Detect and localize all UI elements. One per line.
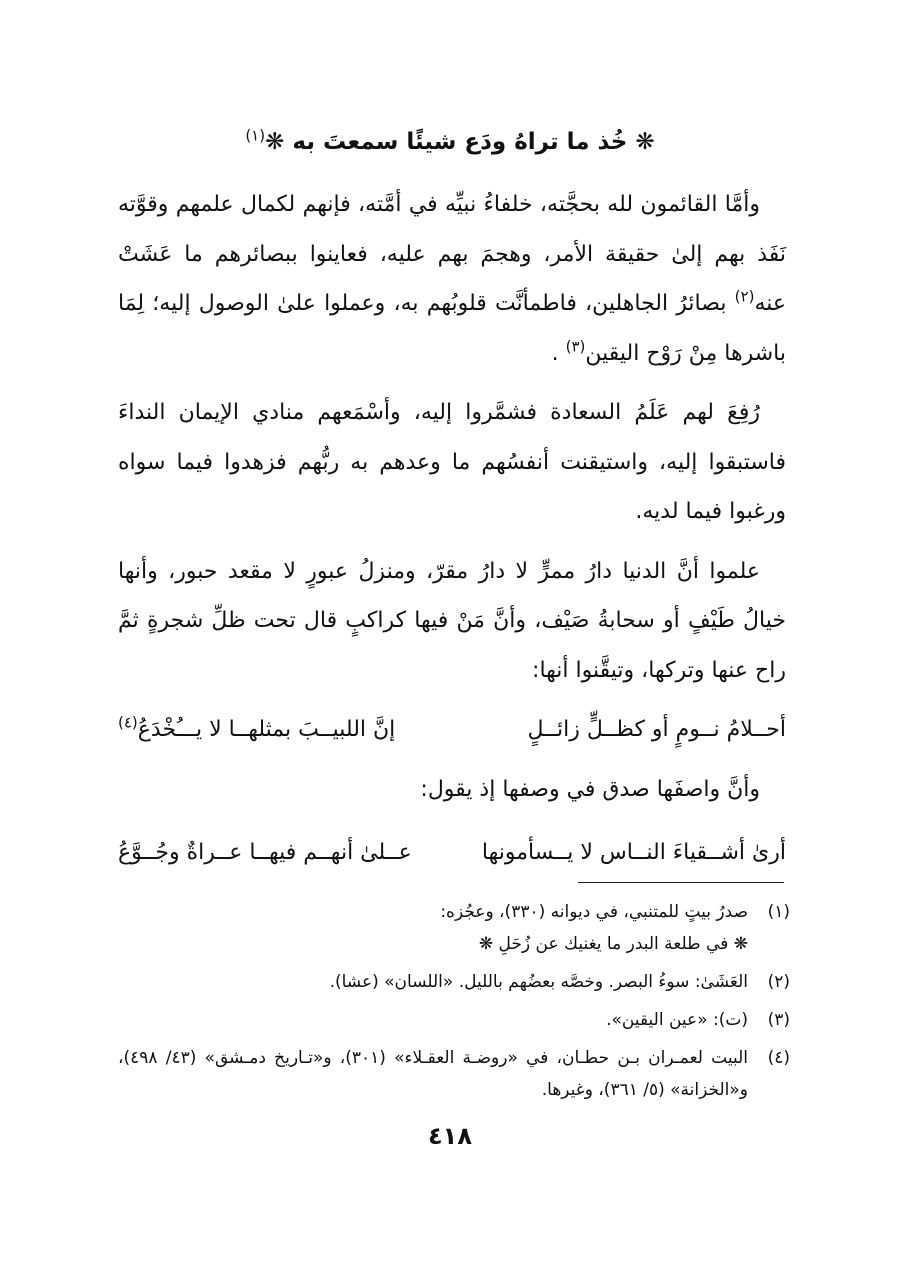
footnote-3	[118, 1004, 790, 1036]
footnote-text: البيت لعمـران بـن حطـان، في «روضـة العقـلاء» (٣٠١)، و«تـاريخ دمـشق» (٤٣/ ٤٩٨)، و«الخزانة» (٥/ ٣٦١)، وغيرها.	[118, 1048, 748, 1100]
footnotes	[118, 896, 790, 1112]
footnote-number: (٣)	[767, 1010, 790, 1030]
footnote-number: (٢)	[767, 972, 790, 992]
star-ornament-icon: ❋	[635, 129, 655, 155]
poem-line-2	[118, 828, 786, 878]
paragraph-1-part-2: بصائرُ الجاهلين، فاطمأنَّت قلوبُهم به، وعملوا علىٰ الوصول إليه؛ لِمَا باشرها مِنْ رَوْح اليقين	[118, 291, 786, 366]
paragraph-1	[118, 180, 786, 378]
footnote-number: (٤)	[767, 1048, 790, 1068]
footnote-1	[118, 896, 790, 960]
footnote-ref-1[interactable]: (١)	[245, 126, 266, 145]
poem-2-second-hemistich: عــلىٰ أنهــم فيهــا عــراةٌ وجُــوَّعُ	[118, 840, 412, 865]
poem-1-second-hemistich	[118, 705, 395, 755]
page-number: ٤١٨	[428, 1122, 472, 1150]
footnote-text: العَشَىٰ: سوءُ البصر. وخصَّه بعضُهم بالليل. «اللسان» (عشا).	[329, 972, 748, 992]
poem-1-second-text: إنَّ اللبيــبَ بمثلهــا لا يـــُخْدَعُ	[137, 717, 396, 742]
poem-2-first-hemistich: أرىٰ أشــقياءَ النــاس لا يــسأمونها	[481, 840, 786, 865]
poem-line-1	[118, 705, 786, 755]
poem-intro: وأنَّ واصفَها صدق في وصفها إذ يقول:	[420, 776, 760, 802]
footnote-verse: ❋ في طلعة البدر ما يغنيك عن زُحَلِ ❋	[478, 934, 748, 954]
paragraph-1-part-1: وأمَّا القائمون لله بحجَّته، خلفاءُ نبيِّه في أمَّته، فإنهم لكمال علمهم وقوَّته نَفَذ بهم إلىٰ حقيقة الأمر، وهجمَ بهم عليه، فعاينوا ببصائرهم ما عَشَتْ عنه	[118, 192, 786, 316]
verse-heading-text: خُذ ما تراهُ ودَع شيئًا سمعتَ به	[292, 129, 628, 155]
poem-1-first-hemistich: أحــلامُ نــومٍ أو كظــلٍّ زائــلٍ	[527, 717, 786, 742]
star-ornament-icon: ❋	[265, 129, 285, 155]
footnote-body	[118, 896, 748, 960]
paragraph-3: علموا أنَّ الدنيا دارُ ممرٍّ لا دارُ مقرّ، ومنزلُ عبورٍ لا مقعد حبور، وأنها خيالُ طَيْفٍ أو سحابةُ صَيْف، وأنَّ مَنْ فيها كراكبٍ قال تحت ظلِّ شجرةٍ ثمَّ راح عنها وتركها، وتيقَّنوا أنها:	[118, 558, 786, 683]
footnote-text: صدرُ بيتٍ للمتنبي، في ديوانه (٣٣٠)، وعجُزه:	[440, 902, 748, 922]
paragraph-2: رُفِعَ لهم عَلَمُ السعادة فشمَّروا إليه، وأسْمَعهم منادي الإيمان النداءَ فاستبقوا إليه، واستيقنت أنفسُهم ما وعدهم به ربُّهم فزهدوا فيما سواه ورغبوا فيما لديه.	[118, 400, 786, 524]
main-text	[118, 180, 786, 888]
footnote-ref-4[interactable]: (٤)	[118, 713, 138, 732]
footnote-4	[118, 1042, 790, 1106]
footnote-ref-3[interactable]: (٣)	[565, 337, 586, 356]
footnote-2	[118, 966, 790, 998]
footnote-text: (ت): «عين اليقين».	[606, 1010, 748, 1030]
footnote-ref-2[interactable]: (٢)	[734, 287, 755, 306]
footnote-separator	[578, 882, 784, 883]
verse-heading	[120, 122, 780, 162]
footnote-number: (١)	[767, 902, 790, 922]
paragraph-1-end: .	[551, 340, 559, 366]
